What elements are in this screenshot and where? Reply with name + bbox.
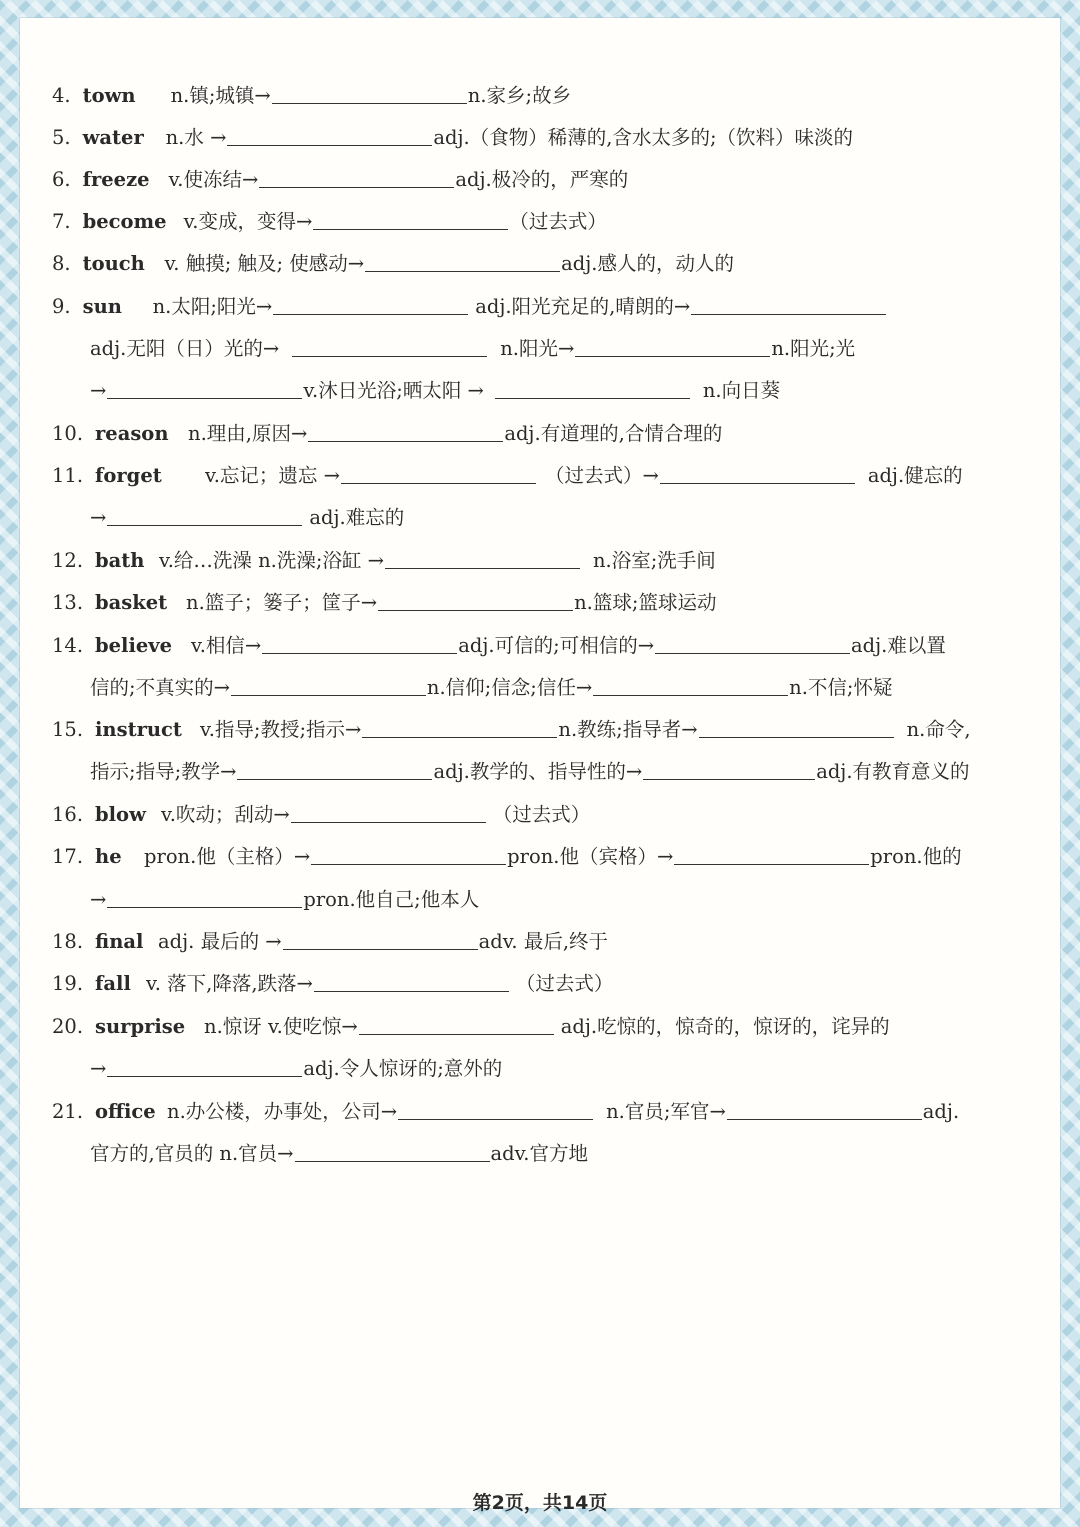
item-number: 19. xyxy=(52,972,84,995)
definition: n.篮子；篓子；筐子→ xyxy=(186,591,378,614)
definition: n.篮球;篮球运动 xyxy=(574,591,717,614)
answer-blank[interactable] xyxy=(273,313,468,315)
headword: forget xyxy=(95,464,162,487)
answer-blank[interactable] xyxy=(341,482,536,484)
item-number: 11. xyxy=(52,464,84,487)
headword: bath xyxy=(95,549,145,572)
definition: adj. xyxy=(922,1100,960,1123)
answer-blank[interactable] xyxy=(292,355,487,357)
vocab-item-15 xyxy=(52,712,971,742)
answer-blank[interactable] xyxy=(362,736,557,738)
vocab-item-6 xyxy=(52,162,628,192)
definition: adj.无阳（日）光的→ xyxy=(90,337,280,360)
answer-blank[interactable] xyxy=(227,144,432,146)
vocab-item-14-line-2 xyxy=(90,670,893,700)
vocab-item-20-line-2 xyxy=(90,1051,502,1081)
definition: n.信仰;信念;信任→ xyxy=(426,676,593,699)
item-number: 9. xyxy=(52,295,71,318)
answer-blank[interactable] xyxy=(107,1075,302,1077)
vocab-item-15-line-2 xyxy=(90,754,970,784)
definition: v.相信→ xyxy=(191,634,262,657)
answer-blank[interactable] xyxy=(643,778,815,780)
definition: （过去式） xyxy=(515,972,614,995)
vocab-item-9 xyxy=(52,289,887,319)
answer-blank[interactable] xyxy=(674,863,869,865)
answer-blank[interactable] xyxy=(313,228,508,230)
answer-blank[interactable] xyxy=(107,906,302,908)
definition: adj.有教育意义的 xyxy=(816,760,970,783)
answer-blank[interactable] xyxy=(107,524,302,526)
vocab-item-9-line-2 xyxy=(90,331,855,361)
answer-blank[interactable] xyxy=(308,440,503,442)
vocab-item-9-line-3 xyxy=(90,373,780,403)
answer-blank[interactable] xyxy=(378,609,573,611)
headword: reason xyxy=(95,422,169,445)
answer-blank[interactable] xyxy=(295,1160,490,1162)
definition: pron.他（宾格）→ xyxy=(507,845,674,868)
vocab-item-18 xyxy=(52,924,608,954)
definition: pron.他（主格）→ xyxy=(144,845,311,868)
vocab-item-19 xyxy=(52,966,613,996)
definition: adj.难忘的 xyxy=(309,506,405,529)
vocab-item-12 xyxy=(52,543,716,573)
answer-blank[interactable] xyxy=(655,652,850,654)
vocab-item-11 xyxy=(52,458,963,488)
vocab-item-21-line-2 xyxy=(90,1136,588,1166)
definition: adj.有道理的,合情合理的 xyxy=(504,422,723,445)
answer-blank[interactable] xyxy=(283,948,478,950)
definition: pron.他自己;他本人 xyxy=(303,888,480,911)
vocab-item-16 xyxy=(52,797,590,827)
definition: 指示;指导;教学→ xyxy=(90,760,237,783)
answer-blank[interactable] xyxy=(291,821,486,823)
headword: final xyxy=(95,930,144,953)
headword: believe xyxy=(95,634,173,657)
definition: （过去式） xyxy=(492,803,591,826)
definition: v.指导;教授;指示→ xyxy=(200,718,362,741)
definition: adj.健忘的 xyxy=(867,464,963,487)
item-number: 17. xyxy=(52,845,84,868)
definition: adj.吃惊的，惊奇的，惊讶的，诧异的 xyxy=(560,1015,890,1038)
vocab-item-4 xyxy=(52,78,571,108)
definition: adj.可信的;可相信的→ xyxy=(458,634,655,657)
definition: adj.阳光充足的,晴朗的→ xyxy=(475,295,691,318)
definition: adj.极冷的，严寒的 xyxy=(455,168,629,191)
answer-blank[interactable] xyxy=(259,186,454,188)
vocab-item-20 xyxy=(52,1009,890,1039)
headword: touch xyxy=(82,252,145,275)
answer-blank[interactable] xyxy=(691,313,886,315)
definition: adj.（食物）稀薄的,含水太多的;（饮料）味淡的 xyxy=(433,126,854,149)
answer-blank[interactable] xyxy=(314,990,509,992)
answer-blank[interactable] xyxy=(311,863,506,865)
headword: water xyxy=(82,126,144,149)
item-number: 16. xyxy=(52,803,84,826)
headword: surprise xyxy=(95,1015,186,1038)
page-footer: 第2页，共14页 xyxy=(472,1492,608,1514)
answer-blank[interactable] xyxy=(359,1033,554,1035)
item-number: 15. xyxy=(52,718,84,741)
vocab-item-7 xyxy=(52,204,607,234)
answer-blank[interactable] xyxy=(107,397,302,399)
item-number: 18. xyxy=(52,930,84,953)
answer-blank[interactable] xyxy=(727,1118,922,1120)
answer-blank[interactable] xyxy=(272,102,467,104)
headword: basket xyxy=(95,591,168,614)
answer-blank[interactable] xyxy=(365,270,560,272)
headword: freeze xyxy=(82,168,150,191)
definition: v.给…洗澡 n.洗澡;浴缸 → xyxy=(159,549,384,572)
answer-blank[interactable] xyxy=(699,736,894,738)
definition: pron.他的 xyxy=(870,845,962,868)
vocab-item-21 xyxy=(52,1094,959,1124)
definition: （过去式）→ xyxy=(544,464,659,487)
definition: （过去式） xyxy=(509,210,607,233)
answer-blank[interactable] xyxy=(660,482,855,484)
headword: instruct xyxy=(95,718,182,741)
definition: n.不信;怀疑 xyxy=(789,676,893,699)
vocab-item-5 xyxy=(52,120,853,150)
item-number: 14. xyxy=(52,634,84,657)
answer-blank[interactable] xyxy=(593,694,788,696)
item-number: 10. xyxy=(52,422,84,445)
definition: n.教练;指导者→ xyxy=(558,718,698,741)
definition: adj. 最后的 → xyxy=(158,930,282,953)
definition: n.水 → xyxy=(165,126,227,149)
definition: 官方的,官员的 n.官员→ xyxy=(90,1142,294,1165)
headword: blow xyxy=(95,803,146,826)
answer-blank[interactable] xyxy=(495,397,690,399)
definition: adj.教学的、指导性的→ xyxy=(433,760,643,783)
definition: n.办公楼，办事处，公司→ xyxy=(167,1100,398,1123)
definition: v.使冻结→ xyxy=(168,168,259,191)
definition: v. 触摸; 触及; 使感动→ xyxy=(164,252,365,275)
vocab-item-17 xyxy=(52,839,962,869)
definition: → xyxy=(90,379,107,402)
headword: he xyxy=(95,845,122,868)
item-number: 7. xyxy=(52,210,71,233)
definition: v. 落下,降落,跌落→ xyxy=(146,972,313,995)
item-number: 8. xyxy=(52,252,71,275)
definition: n.惊讶 v.使吃惊→ xyxy=(204,1015,358,1038)
definition: → xyxy=(90,888,107,911)
definition: adv.官方地 xyxy=(490,1142,589,1165)
definition: v.变成，变得→ xyxy=(183,210,313,233)
definition: n.镇;城镇→ xyxy=(170,84,271,107)
item-number: 4. xyxy=(52,84,71,107)
definition: adj.难以置 xyxy=(851,634,946,657)
item-number: 5. xyxy=(52,126,71,149)
answer-blank[interactable] xyxy=(237,778,432,780)
answer-blank[interactable] xyxy=(398,1118,593,1120)
answer-blank[interactable] xyxy=(262,652,457,654)
definition: 信的;不真实的→ xyxy=(90,676,230,699)
definition: n.阳光;光 xyxy=(771,337,856,360)
item-number: 20. xyxy=(52,1015,84,1038)
vocab-item-11-line-2 xyxy=(90,500,404,530)
definition: n.命令, xyxy=(906,718,971,741)
headword: become xyxy=(82,210,167,233)
definition: n.理由,原因→ xyxy=(188,422,308,445)
vocab-item-13 xyxy=(52,585,716,615)
definition: adj.感人的，动人的 xyxy=(561,252,734,275)
headword: sun xyxy=(82,295,122,318)
definition: v.吹动；刮动→ xyxy=(161,803,290,826)
definition: v.忘记；遗忘 → xyxy=(205,464,340,487)
headword: town xyxy=(82,84,136,107)
vocab-item-17-line-2 xyxy=(90,882,479,912)
vocab-item-10 xyxy=(52,416,722,446)
vocab-item-8 xyxy=(52,246,734,276)
definition: n.向日葵 xyxy=(702,379,781,402)
item-number: 6. xyxy=(52,168,71,191)
definition: → xyxy=(90,1057,107,1080)
headword: fall xyxy=(95,972,131,995)
definition: adj.令人惊讶的;意外的 xyxy=(303,1057,503,1080)
definition: → xyxy=(90,506,107,529)
item-number: 12. xyxy=(52,549,84,572)
definition: v.沐日光浴;晒太阳 → xyxy=(303,379,484,402)
answer-blank[interactable] xyxy=(575,355,770,357)
definition: n.阳光→ xyxy=(500,337,575,360)
vocab-item-14 xyxy=(52,628,946,658)
definition: adv. 最后,终于 xyxy=(478,930,609,953)
answer-blank[interactable] xyxy=(231,694,426,696)
headword: office xyxy=(95,1100,156,1123)
definition: n.浴室;洗手间 xyxy=(592,549,716,572)
item-number: 13. xyxy=(52,591,84,614)
item-number: 21. xyxy=(52,1100,84,1123)
definition: n.家乡;故乡 xyxy=(467,84,572,107)
definition: n.太阳;阳光→ xyxy=(152,295,273,318)
definition: n.官员;军官→ xyxy=(606,1100,726,1123)
answer-blank[interactable] xyxy=(385,567,580,569)
